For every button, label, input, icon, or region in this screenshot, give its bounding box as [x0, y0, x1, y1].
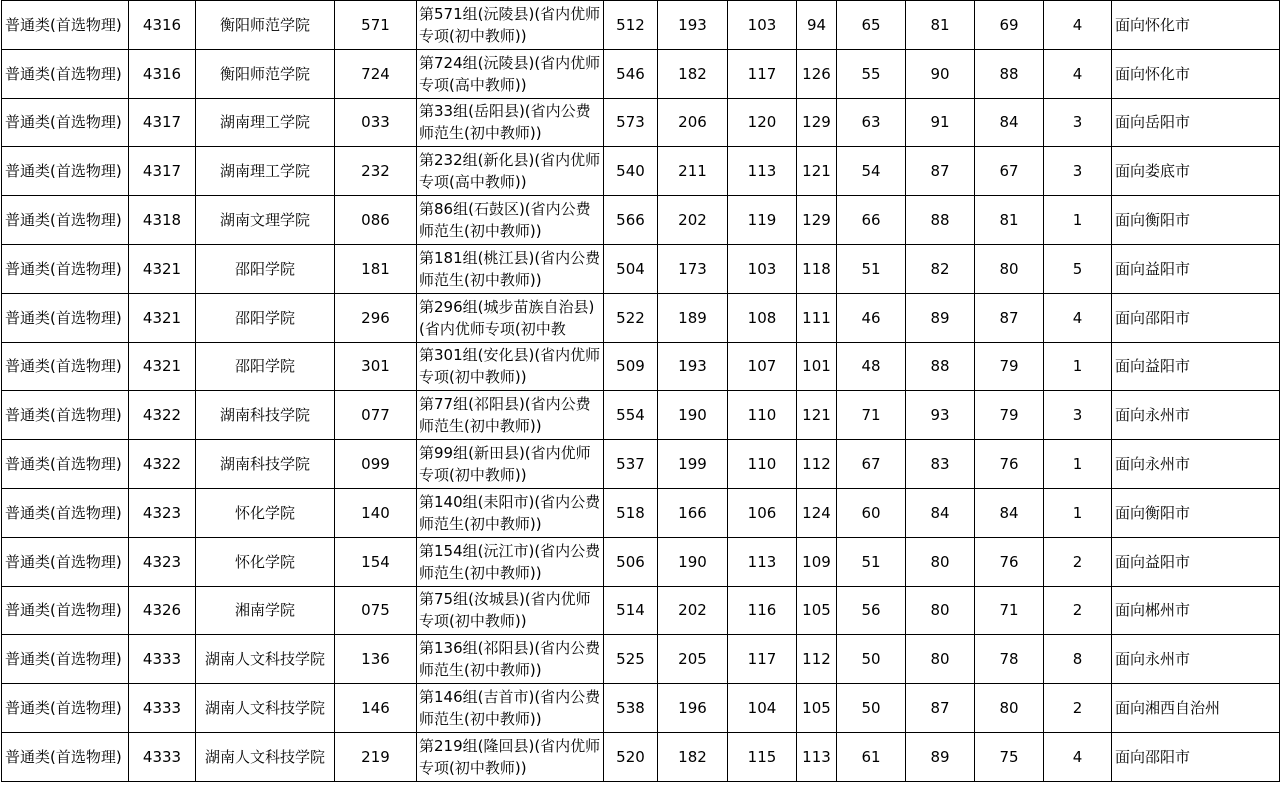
cell-score-2: 103: [728, 244, 797, 293]
cell-category: 普通类(首选物理): [2, 488, 129, 537]
cell-score-4: 55: [837, 49, 906, 98]
cell-score-6: 76: [975, 537, 1044, 586]
cell-school-code: 4321: [129, 244, 196, 293]
cell-total-score: 506: [604, 537, 658, 586]
cell-group-code: 086: [335, 196, 417, 245]
cell-score-3: 105: [797, 586, 837, 635]
cell-region-note: 面向永州市: [1112, 635, 1280, 684]
cell-score-6: 80: [975, 684, 1044, 733]
cell-score-1: 205: [658, 635, 728, 684]
cell-score-2: 117: [728, 635, 797, 684]
group-name-text: 第154组(沅江市)(省内公费师范生(初中教师)): [419, 541, 601, 582]
cell-region-note: 面向益阳市: [1112, 537, 1280, 586]
cell-school-name: 邵阳学院: [196, 293, 335, 342]
cell-region-note: 面向邵阳市: [1112, 293, 1280, 342]
cell-group-code: 075: [335, 586, 417, 635]
cell-group-code: 219: [335, 732, 417, 781]
cell-count: 4: [1044, 1, 1112, 50]
cell-score-4: 46: [837, 293, 906, 342]
cell-score-2: 110: [728, 391, 797, 440]
cell-category: 普通类(首选物理): [2, 98, 129, 147]
cell-category: 普通类(首选物理): [2, 293, 129, 342]
cell-region-note: 面向永州市: [1112, 391, 1280, 440]
cell-score-4: 48: [837, 342, 906, 391]
cell-score-6: 84: [975, 98, 1044, 147]
group-name-text: 第724组(沅陵县)(省内优师专项(高中教师)): [419, 53, 601, 94]
cell-category: 普通类(首选物理): [2, 391, 129, 440]
cell-score-1: 193: [658, 1, 728, 50]
cell-school-name: 湘南学院: [196, 586, 335, 635]
cell-group-name: [417, 98, 604, 147]
cell-group-name: [417, 488, 604, 537]
cell-score-1: 190: [658, 391, 728, 440]
cell-score-3: 112: [797, 635, 837, 684]
cell-score-4: 54: [837, 147, 906, 196]
cell-total-score: 518: [604, 488, 658, 537]
cell-category: 普通类(首选物理): [2, 1, 129, 50]
cell-score-6: 69: [975, 1, 1044, 50]
cell-score-6: 79: [975, 391, 1044, 440]
cell-category: 普通类(首选物理): [2, 147, 129, 196]
table-row: [2, 293, 1280, 342]
cell-score-3: 124: [797, 488, 837, 537]
cell-score-1: 173: [658, 244, 728, 293]
cell-total-score: 522: [604, 293, 658, 342]
table-row: [2, 440, 1280, 489]
cell-count: 4: [1044, 732, 1112, 781]
cell-score-2: 120: [728, 98, 797, 147]
cell-score-6: 88: [975, 49, 1044, 98]
group-name-text: 第140组(耒阳市)(省内公费师范生(初中教师)): [419, 492, 601, 533]
cell-score-5: 93: [906, 391, 975, 440]
table-row: [2, 1, 1280, 50]
table-row: [2, 147, 1280, 196]
cell-school-code: 4333: [129, 635, 196, 684]
cell-category: 普通类(首选物理): [2, 49, 129, 98]
table-row: [2, 244, 1280, 293]
cell-score-3: 105: [797, 684, 837, 733]
cell-score-5: 80: [906, 586, 975, 635]
cell-score-3: 112: [797, 440, 837, 489]
cell-score-1: 202: [658, 586, 728, 635]
cell-region-note: 面向怀化市: [1112, 49, 1280, 98]
cell-score-3: 118: [797, 244, 837, 293]
cell-school-name: 邵阳学院: [196, 244, 335, 293]
cell-score-1: 166: [658, 488, 728, 537]
cell-group-name: [417, 196, 604, 245]
cell-score-1: 190: [658, 537, 728, 586]
cell-group-name: [417, 635, 604, 684]
cell-group-name: [417, 440, 604, 489]
cell-score-3: 129: [797, 98, 837, 147]
cell-category: 普通类(首选物理): [2, 244, 129, 293]
cell-score-5: 90: [906, 49, 975, 98]
cell-total-score: 540: [604, 147, 658, 196]
table-row: [2, 684, 1280, 733]
cell-region-note: 面向郴州市: [1112, 586, 1280, 635]
cell-group-name: [417, 342, 604, 391]
cell-score-3: 109: [797, 537, 837, 586]
table-row: [2, 49, 1280, 98]
cell-score-2: 117: [728, 49, 797, 98]
cell-group-name: [417, 391, 604, 440]
group-name-text: 第181组(桃江县)(省内公费师范生(初中教师)): [419, 248, 601, 289]
cell-school-name: 衡阳师范学院: [196, 49, 335, 98]
cell-count: 2: [1044, 537, 1112, 586]
cell-score-3: 126: [797, 49, 837, 98]
cell-total-score: 520: [604, 732, 658, 781]
cell-group-name: [417, 537, 604, 586]
cell-score-6: 75: [975, 732, 1044, 781]
table-row: [2, 98, 1280, 147]
cell-count: 2: [1044, 684, 1112, 733]
cell-school-name: 湖南科技学院: [196, 391, 335, 440]
cell-score-1: 182: [658, 49, 728, 98]
cell-region-note: 面向娄底市: [1112, 147, 1280, 196]
cell-score-2: 107: [728, 342, 797, 391]
group-name-text: 第296组(城步苗族自治县)(省内优师专项(初中教: [419, 297, 595, 338]
cell-count: 2: [1044, 586, 1112, 635]
cell-school-code: 4317: [129, 98, 196, 147]
cell-group-code: 724: [335, 49, 417, 98]
cell-score-4: 51: [837, 244, 906, 293]
group-name-text: 第146组(吉首市)(省内公费师范生(初中教师)): [419, 688, 601, 729]
cell-school-code: 4318: [129, 196, 196, 245]
cell-group-code: 140: [335, 488, 417, 537]
cell-total-score: 512: [604, 1, 658, 50]
cell-score-5: 91: [906, 98, 975, 147]
cell-school-name: 湖南理工学院: [196, 98, 335, 147]
cell-group-code: 296: [335, 293, 417, 342]
cell-score-1: 211: [658, 147, 728, 196]
cell-school-name: 湖南理工学院: [196, 147, 335, 196]
cell-score-5: 89: [906, 732, 975, 781]
cell-school-code: 4316: [129, 49, 196, 98]
cell-score-2: 104: [728, 684, 797, 733]
cell-score-4: 63: [837, 98, 906, 147]
cell-region-note: 面向岳阳市: [1112, 98, 1280, 147]
cell-score-6: 80: [975, 244, 1044, 293]
cell-score-4: 60: [837, 488, 906, 537]
cell-total-score: 504: [604, 244, 658, 293]
cell-score-6: 76: [975, 440, 1044, 489]
cell-region-note: 面向衡阳市: [1112, 196, 1280, 245]
cell-score-6: 87: [975, 293, 1044, 342]
cell-group-name: [417, 293, 604, 342]
cell-score-5: 89: [906, 293, 975, 342]
cell-total-score: 573: [604, 98, 658, 147]
cell-score-2: 116: [728, 586, 797, 635]
cell-group-name: [417, 684, 604, 733]
group-name-text: 第571组(沅陵县)(省内优师专项(初中教师)): [419, 4, 601, 45]
cell-total-score: 538: [604, 684, 658, 733]
cell-score-3: 111: [797, 293, 837, 342]
cell-score-6: 78: [975, 635, 1044, 684]
cell-school-name: 衡阳师范学院: [196, 1, 335, 50]
cell-score-6: 71: [975, 586, 1044, 635]
cell-score-1: 206: [658, 98, 728, 147]
cell-score-1: 189: [658, 293, 728, 342]
cell-score-5: 80: [906, 635, 975, 684]
cell-school-name: 湖南科技学院: [196, 440, 335, 489]
cell-school-name: 怀化学院: [196, 488, 335, 537]
cell-score-3: 113: [797, 732, 837, 781]
cell-region-note: 面向湘西自治州: [1112, 684, 1280, 733]
cell-score-1: 199: [658, 440, 728, 489]
cell-school-name: 湖南人文科技学院: [196, 684, 335, 733]
cell-count: 3: [1044, 147, 1112, 196]
cell-score-5: 81: [906, 1, 975, 50]
cell-count: 4: [1044, 293, 1112, 342]
cell-school-name: 湖南文理学院: [196, 196, 335, 245]
cell-count: 3: [1044, 391, 1112, 440]
cell-school-code: 4316: [129, 1, 196, 50]
cell-score-6: 79: [975, 342, 1044, 391]
cell-score-2: 106: [728, 488, 797, 537]
cell-group-code: 136: [335, 635, 417, 684]
cell-region-note: 面向益阳市: [1112, 342, 1280, 391]
cell-score-6: 81: [975, 196, 1044, 245]
cell-score-5: 84: [906, 488, 975, 537]
cell-total-score: 537: [604, 440, 658, 489]
cell-score-5: 87: [906, 147, 975, 196]
group-name-text: 第219组(隆回县)(省内优师专项(初中教师)): [419, 736, 601, 777]
table-row: [2, 586, 1280, 635]
admission-table: [1, 0, 1280, 782]
cell-score-6: 67: [975, 147, 1044, 196]
cell-school-code: 4323: [129, 488, 196, 537]
cell-score-1: 182: [658, 732, 728, 781]
cell-total-score: 546: [604, 49, 658, 98]
cell-school-code: 4326: [129, 586, 196, 635]
cell-score-4: 50: [837, 684, 906, 733]
cell-group-name: [417, 244, 604, 293]
cell-school-code: 4317: [129, 147, 196, 196]
cell-group-name: [417, 147, 604, 196]
cell-count: 1: [1044, 440, 1112, 489]
cell-group-code: 146: [335, 684, 417, 733]
cell-category: 普通类(首选物理): [2, 440, 129, 489]
cell-score-3: 101: [797, 342, 837, 391]
cell-score-2: 110: [728, 440, 797, 489]
cell-school-name: 湖南人文科技学院: [196, 635, 335, 684]
cell-group-code: 077: [335, 391, 417, 440]
cell-school-code: 4321: [129, 293, 196, 342]
cell-score-4: 71: [837, 391, 906, 440]
group-name-text: 第33组(岳阳县)(省内公费师范生(初中教师)): [419, 102, 591, 143]
group-name-text: 第77组(祁阳县)(省内公费师范生(初中教师)): [419, 395, 591, 436]
table-row: [2, 537, 1280, 586]
cell-score-3: 129: [797, 196, 837, 245]
group-name-text: 第232组(新化县)(省内优师专项(高中教师)): [419, 151, 601, 192]
cell-category: 普通类(首选物理): [2, 684, 129, 733]
cell-school-code: 4333: [129, 732, 196, 781]
cell-category: 普通类(首选物理): [2, 537, 129, 586]
cell-total-score: 509: [604, 342, 658, 391]
cell-score-4: 67: [837, 440, 906, 489]
cell-school-code: 4321: [129, 342, 196, 391]
cell-score-1: 202: [658, 196, 728, 245]
cell-score-4: 51: [837, 537, 906, 586]
cell-group-code: 301: [335, 342, 417, 391]
cell-category: 普通类(首选物理): [2, 342, 129, 391]
cell-group-code: 099: [335, 440, 417, 489]
cell-group-code: 033: [335, 98, 417, 147]
cell-score-2: 108: [728, 293, 797, 342]
table-body: [2, 1, 1280, 782]
cell-school-code: 4322: [129, 440, 196, 489]
cell-total-score: 525: [604, 635, 658, 684]
cell-school-name: 邵阳学院: [196, 342, 335, 391]
cell-score-2: 119: [728, 196, 797, 245]
cell-score-4: 61: [837, 732, 906, 781]
cell-category: 普通类(首选物理): [2, 732, 129, 781]
cell-score-4: 56: [837, 586, 906, 635]
cell-count: 8: [1044, 635, 1112, 684]
group-name-text: 第99组(新田县)(省内优师专项(初中教师)): [419, 444, 591, 485]
table-row: [2, 732, 1280, 781]
cell-group-code: 181: [335, 244, 417, 293]
cell-school-name: 湖南人文科技学院: [196, 732, 335, 781]
cell-score-5: 83: [906, 440, 975, 489]
cell-score-2: 113: [728, 537, 797, 586]
cell-group-name: [417, 1, 604, 50]
cell-group-name: [417, 49, 604, 98]
group-name-text: 第86组(石鼓区)(省内公费师范生(初中教师)): [419, 200, 591, 241]
cell-school-code: 4322: [129, 391, 196, 440]
cell-school-code: 4333: [129, 684, 196, 733]
group-name-text: 第301组(安化县)(省内优师专项(初中教师)): [419, 346, 601, 387]
cell-score-5: 88: [906, 196, 975, 245]
cell-score-5: 87: [906, 684, 975, 733]
cell-score-2: 115: [728, 732, 797, 781]
cell-score-4: 66: [837, 196, 906, 245]
cell-school-name: 怀化学院: [196, 537, 335, 586]
cell-count: 5: [1044, 244, 1112, 293]
cell-category: 普通类(首选物理): [2, 196, 129, 245]
table-row: [2, 635, 1280, 684]
cell-region-note: 面向永州市: [1112, 440, 1280, 489]
cell-total-score: 554: [604, 391, 658, 440]
table-row: [2, 488, 1280, 537]
cell-score-4: 65: [837, 1, 906, 50]
table-row: [2, 391, 1280, 440]
cell-school-code: 4323: [129, 537, 196, 586]
cell-score-6: 84: [975, 488, 1044, 537]
cell-region-note: 面向衡阳市: [1112, 488, 1280, 537]
cell-region-note: 面向邵阳市: [1112, 732, 1280, 781]
table-row: [2, 342, 1280, 391]
cell-score-2: 113: [728, 147, 797, 196]
cell-score-4: 50: [837, 635, 906, 684]
cell-group-code: 571: [335, 1, 417, 50]
cell-score-5: 82: [906, 244, 975, 293]
cell-score-2: 103: [728, 1, 797, 50]
cell-count: 3: [1044, 98, 1112, 147]
cell-score-1: 193: [658, 342, 728, 391]
cell-score-5: 88: [906, 342, 975, 391]
cell-count: 1: [1044, 488, 1112, 537]
cell-region-note: 面向怀化市: [1112, 1, 1280, 50]
cell-total-score: 514: [604, 586, 658, 635]
cell-group-code: 154: [335, 537, 417, 586]
cell-score-5: 80: [906, 537, 975, 586]
cell-score-3: 121: [797, 147, 837, 196]
cell-category: 普通类(首选物理): [2, 635, 129, 684]
cell-count: 1: [1044, 196, 1112, 245]
group-name-text: 第75组(汝城县)(省内优师专项(初中教师)): [419, 590, 591, 631]
cell-group-name: [417, 732, 604, 781]
table-row: [2, 196, 1280, 245]
cell-score-1: 196: [658, 684, 728, 733]
cell-region-note: 面向益阳市: [1112, 244, 1280, 293]
cell-count: 4: [1044, 49, 1112, 98]
cell-score-3: 121: [797, 391, 837, 440]
cell-group-name: [417, 586, 604, 635]
group-name-text: 第136组(祁阳县)(省内公费师范生(初中教师)): [419, 639, 601, 680]
cell-score-3: 94: [797, 1, 837, 50]
cell-group-code: 232: [335, 147, 417, 196]
cell-count: 1: [1044, 342, 1112, 391]
cell-total-score: 566: [604, 196, 658, 245]
cell-category: 普通类(首选物理): [2, 586, 129, 635]
